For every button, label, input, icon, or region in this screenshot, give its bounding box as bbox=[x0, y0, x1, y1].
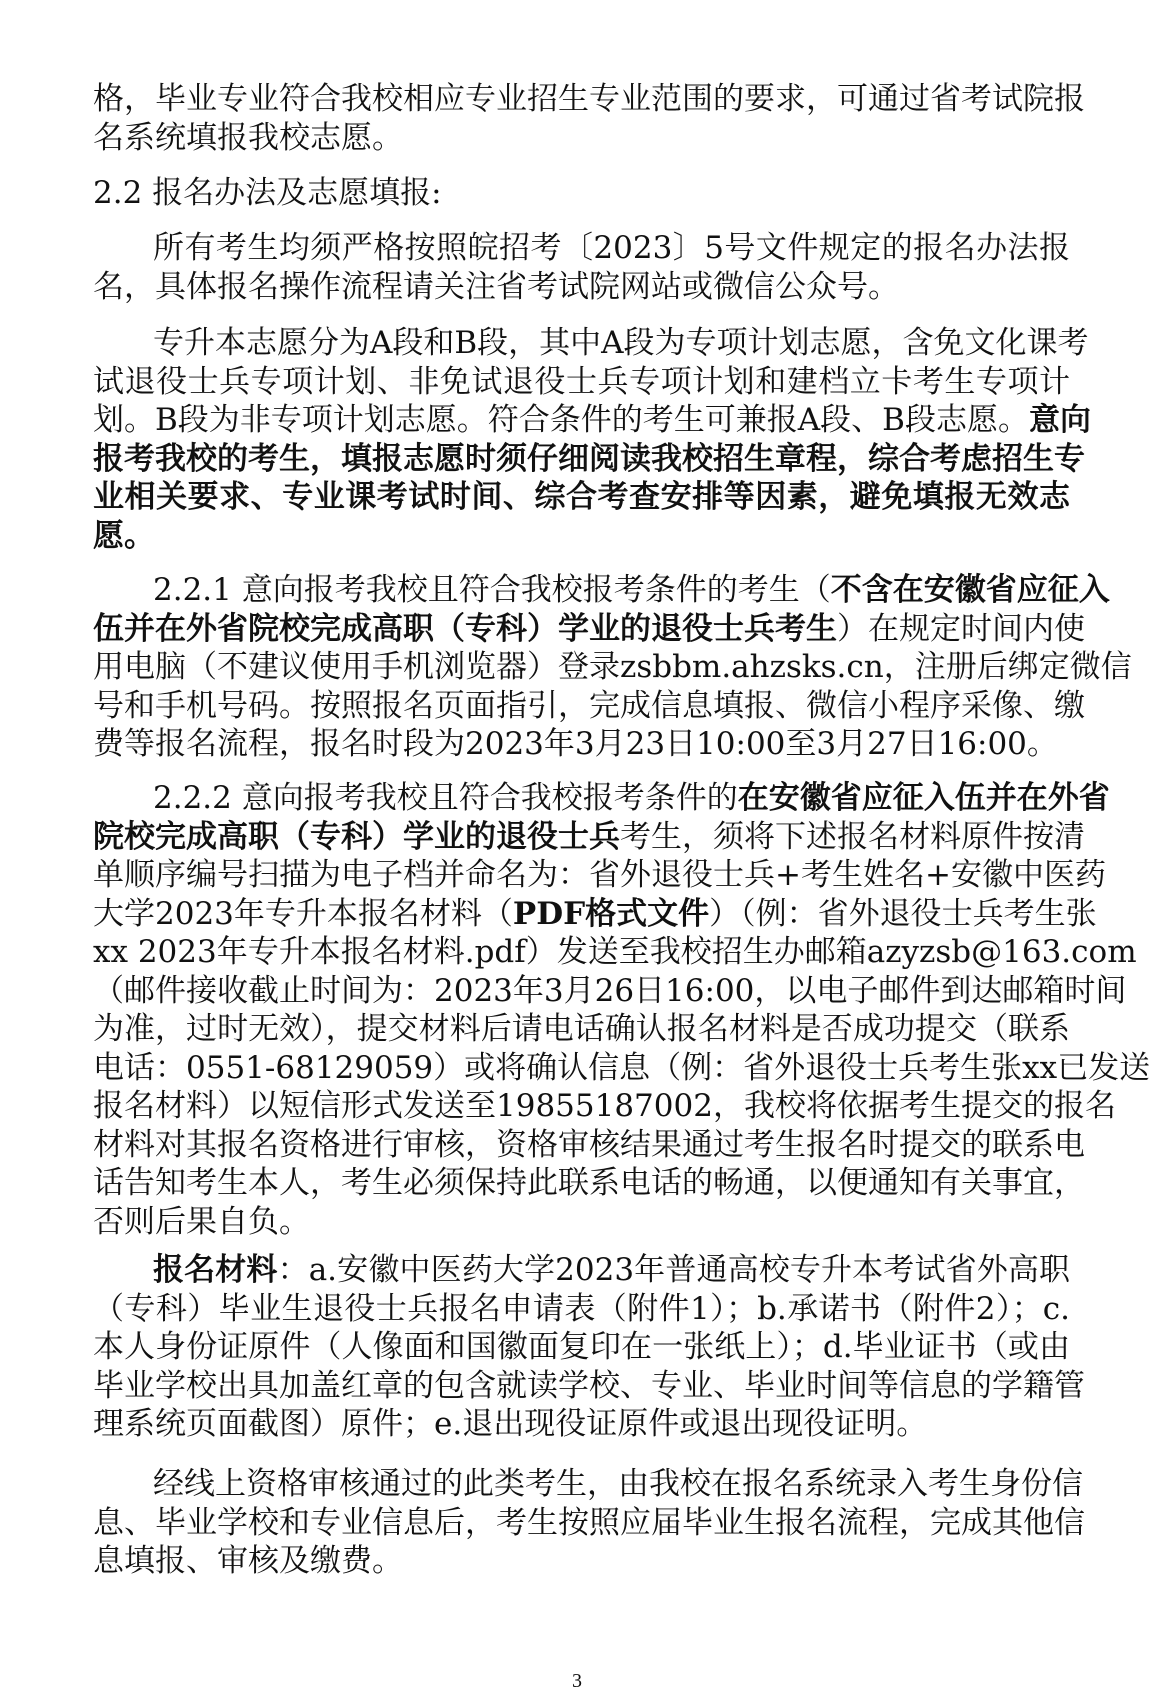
text-line bbox=[93, 1328, 1070, 1367]
text-run: 经线上资格审核通过的此类考生，由我校在报名系统录入考生身份信 bbox=[153, 1466, 1083, 1502]
text-run: 名，具体报名操作流程请关注省考试院网站或微信公众号。 bbox=[93, 268, 899, 305]
bold-text-run: 意向 bbox=[1028, 402, 1091, 438]
text-run: ）（例：省外退役士兵考生张 bbox=[709, 895, 1097, 932]
text-run: 2.2.1 意向报考我校且符合我校报考条件的考生（ bbox=[153, 572, 831, 608]
paragraph-eligibility-continued bbox=[93, 80, 1085, 157]
text-run: 电话：0551-68129059）或将确认信息（例：省外退役士兵考生张xx已发送 bbox=[93, 1049, 1151, 1086]
text-run: 专升本志愿分为A段和B段，其中A段为专项计划志愿，含免文化课考 bbox=[153, 325, 1089, 361]
text-line bbox=[93, 895, 1097, 934]
paragraph-2-2-1 bbox=[93, 571, 1132, 764]
text-run: 单顺序编号扫描为电子档并命名为：省外退役士兵+考生姓名+安徽中医药 bbox=[93, 857, 1106, 893]
text-line bbox=[93, 268, 1070, 307]
text-run: 为准，过时无效），提交材料后请电话确认报名材料是否成功提交（联系 bbox=[93, 1011, 1070, 1047]
text-line bbox=[93, 725, 1070, 764]
bold-text-run: 在安徽省应征入伍并在外省 bbox=[737, 780, 1110, 816]
text-run: 息填报、审核及缴费。 bbox=[93, 1543, 403, 1579]
bold-text-run: PDF格式文件 bbox=[512, 895, 710, 932]
text-run: 号和手机号码。按照报名页面指引，完成信息填报、微信小程序采像、缴 bbox=[93, 687, 1085, 724]
text-line bbox=[93, 324, 1089, 363]
text-line bbox=[93, 1203, 1070, 1242]
text-line bbox=[93, 1405, 1070, 1444]
text-run: （专科）毕业生退役士兵报名申请表（附件1）；b.承诺书（附件2）；c. bbox=[93, 1290, 1070, 1327]
text-run: 名系统填报我校志愿。 bbox=[93, 119, 403, 156]
text-line bbox=[93, 571, 1110, 610]
bold-text-run: 院校完成高职（专科）学业的退役士兵 bbox=[93, 818, 620, 855]
text-run: 格，毕业专业符合我校相应专业招生专业范围的要求，可通过省考试院报 bbox=[93, 81, 1085, 117]
paragraph-volunteer-segments bbox=[93, 324, 1091, 555]
text-run: xx 2023年专升本报名材料.pdf）发送至我校招生办邮箱azyzsb@163.com bbox=[93, 934, 1137, 970]
text-line bbox=[93, 1290, 1070, 1329]
text-line bbox=[93, 119, 1070, 158]
text-line bbox=[93, 856, 1106, 895]
text-run: 本人身份证原件（人像面和国徽面复印在一张纸上）；d.毕业证书（或由 bbox=[93, 1329, 1070, 1365]
text-line bbox=[93, 1504, 1085, 1543]
bold-text-run: 愿。 bbox=[93, 517, 155, 554]
text-line bbox=[93, 1010, 1070, 1049]
text-line bbox=[93, 610, 1085, 649]
text-line bbox=[93, 517, 1070, 556]
text-run: 2.2.2 意向报考我校且符合我校报考条件的 bbox=[153, 780, 738, 816]
paragraph-registration-method bbox=[93, 229, 1070, 306]
page-number: 3 bbox=[572, 1670, 582, 1692]
text-line bbox=[93, 687, 1085, 726]
text-line bbox=[93, 174, 1070, 213]
bold-text-run: 报考我校的考生，填报志愿时须仔细阅读我校招生章程，综合考虑招生专 bbox=[93, 440, 1085, 477]
text-run: 费等报名流程，报名时段为2023年3月23日10:00至3月27日16:00。 bbox=[93, 726, 1058, 762]
text-run: ）在规定时间内使 bbox=[837, 610, 1085, 647]
text-run: 材料对其报名资格进行审核，资格审核结果通过考生报名时提交的联系电 bbox=[93, 1126, 1085, 1163]
bold-text-run: 不含在安徽省应征入 bbox=[830, 572, 1110, 608]
paragraph-after-review bbox=[93, 1465, 1085, 1581]
text-line bbox=[93, 779, 1110, 818]
text-run: 否则后果自负。 bbox=[93, 1203, 310, 1240]
text-run: 考生，须将下述报名材料原件按清 bbox=[620, 818, 1085, 855]
text-line bbox=[93, 972, 1127, 1011]
text-line bbox=[93, 1465, 1083, 1504]
text-line bbox=[93, 363, 1070, 402]
text-run: 报名材料）以短信形式发送至19855187002，我校将依据考生提交的报名 bbox=[93, 1088, 1116, 1124]
text-line bbox=[93, 1251, 1070, 1290]
text-line bbox=[93, 1542, 1070, 1581]
text-line bbox=[93, 1367, 1085, 1406]
text-line bbox=[93, 1049, 1151, 1088]
text-run: （邮件接收截止时间为：2023年3月26日16:00，以电子邮件到达邮箱时间 bbox=[93, 972, 1127, 1009]
bold-text-run: 报名材料 bbox=[153, 1252, 278, 1288]
text-run: 大学2023年专升本报名材料（ bbox=[93, 895, 513, 932]
text-line bbox=[93, 229, 1070, 268]
text-line bbox=[93, 648, 1132, 687]
paragraph-2-2-2 bbox=[93, 779, 1151, 1241]
text-run: 所有考生均须严格按照皖招考〔2023〕5号文件规定的报名办法报 bbox=[153, 230, 1070, 266]
text-run: 2.2 报名办法及志愿填报: bbox=[93, 175, 442, 211]
text-line bbox=[93, 818, 1085, 857]
bold-text-run: 业相关要求、专业课考试时间、综合考查安排等因素，避免填报无效志 bbox=[93, 479, 1070, 515]
text-line bbox=[93, 80, 1085, 119]
text-run: 息、毕业学校和专业信息后，考生按照应届毕业生报名流程，完成其他信 bbox=[93, 1504, 1085, 1541]
text-line bbox=[93, 1126, 1085, 1165]
text-run: 理系统页面截图）原件；e.退出现役证原件或退出现役证明。 bbox=[93, 1406, 928, 1442]
text-line bbox=[93, 440, 1085, 479]
text-line bbox=[93, 478, 1070, 517]
text-line bbox=[93, 1087, 1116, 1126]
text-run: 毕业学校出具加盖红章的包含就读学校、专业、毕业时间等信息的学籍管 bbox=[93, 1367, 1085, 1404]
bold-text-run: 伍并在外省院校完成高职（专科）学业的退役士兵考生 bbox=[93, 610, 837, 647]
text-line bbox=[93, 1164, 1085, 1203]
text-run: 划。B段为非专项计划志愿。符合条件的考生可兼报A段、B段志愿。 bbox=[93, 402, 1029, 438]
paragraph-registration-materials bbox=[93, 1251, 1085, 1444]
text-run: ：a.安徽中医药大学2023年普通高校专升本考试省外高职 bbox=[277, 1252, 1070, 1288]
text-line bbox=[93, 933, 1137, 972]
text-run: 用电脑（不建议使用手机浏览器）登录zsbbm.ahzsks.cn，注册后绑定微信 bbox=[93, 649, 1132, 685]
text-run: 试退役士兵专项计划、非免试退役士兵专项计划和建档立卡考生专项计 bbox=[93, 363, 1070, 400]
text-run: 话告知考生本人，考生必须保持此联系电话的畅通，以便通知有关事宜， bbox=[93, 1165, 1085, 1201]
text-line bbox=[93, 401, 1091, 440]
section-heading-2-2 bbox=[93, 174, 1070, 213]
